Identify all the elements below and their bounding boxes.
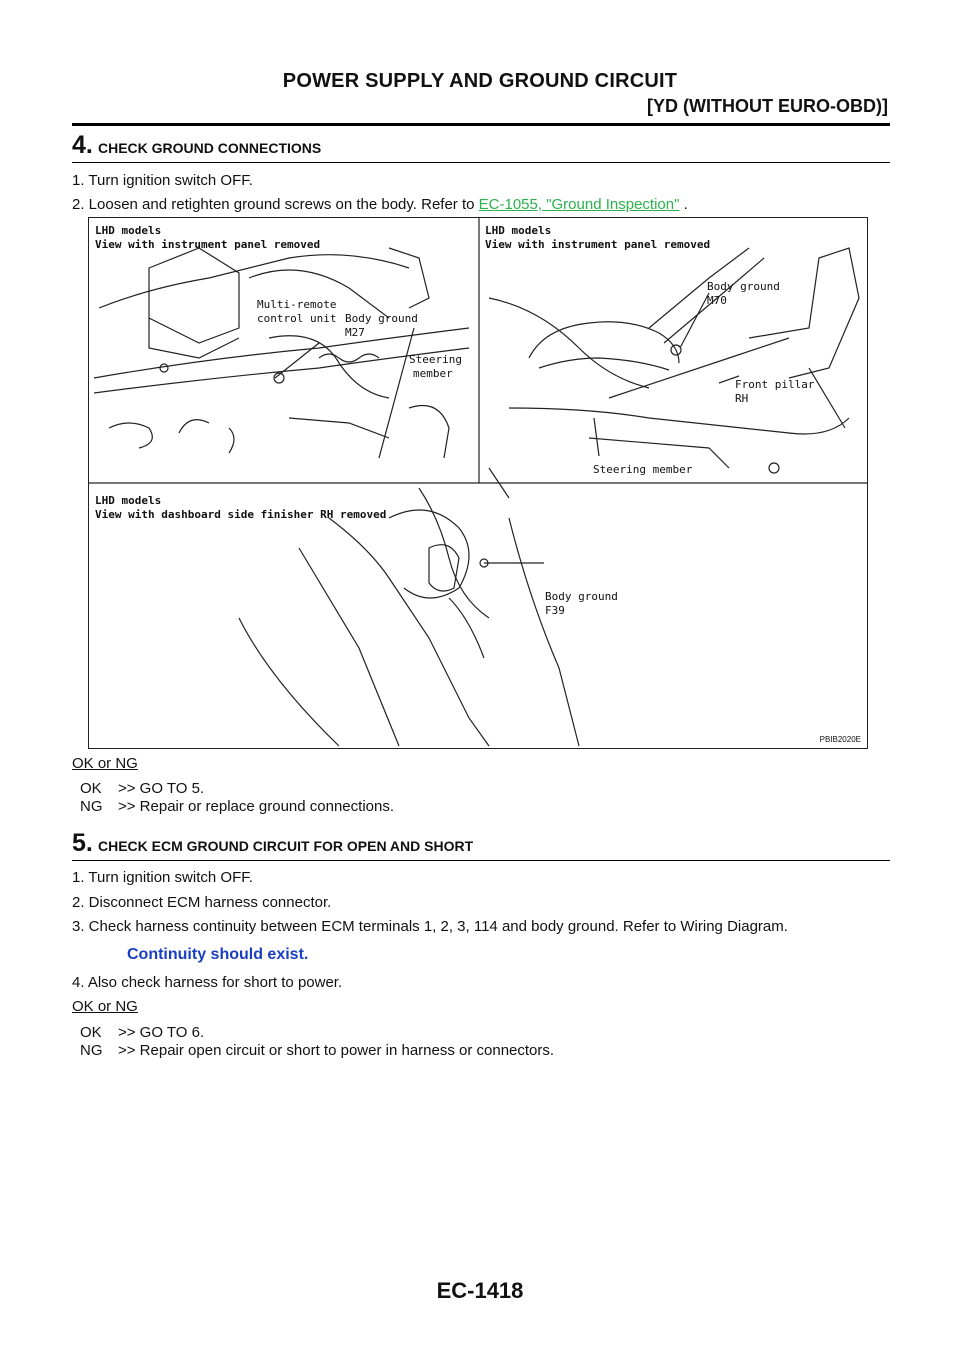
step-4-ng-result: NG >> Repair or replace ground connections. <box>80 798 395 815</box>
step-5-ng-result: NG >> Repair open circuit or short to power in harness or connectors. <box>80 1042 555 1059</box>
body-ground-f39-label: Body ground F39 <box>545 590 618 617</box>
step-4-ok-ng: OK or NG <box>72 755 138 772</box>
continuity-spec: Continuity should exist. <box>127 946 309 963</box>
step-5-heading <box>72 830 890 861</box>
panel-3-subtitle: View with dashboard side finisher RH removed <box>95 508 387 521</box>
multi-remote-control-unit-label: Multi-remote control unit <box>257 298 337 325</box>
header-rule <box>72 123 890 126</box>
panel-2-subtitle: View with instrument panel removed <box>485 238 711 251</box>
step-5-line-2: 2. Disconnect ECM harness connector. <box>72 894 332 911</box>
step-4-ok-result: OK >> GO TO 5. <box>80 780 205 797</box>
steering-member-label-2: Steering member <box>593 463 693 476</box>
body-ground-m27-label: Body ground M27 <box>345 312 418 339</box>
panel-2-title: LHD models <box>485 224 552 237</box>
ground-inspection-link[interactable]: EC-1055, "Ground Inspection" <box>478 196 680 213</box>
page-title: POWER SUPPLY AND GROUND CIRCUIT <box>282 70 678 92</box>
figure-id: PBIB2020E <box>819 735 861 744</box>
step-5-ok-result: OK >> GO TO 6. <box>80 1024 205 1041</box>
step-4-line-2-suffix: . <box>679 196 688 213</box>
body-ground-m70-label: Body ground M70 <box>707 280 780 307</box>
page-number: EC-1418 <box>436 1278 524 1303</box>
panel-1-subtitle: View with instrument panel removed <box>95 238 321 251</box>
step-4-title: CHECK GROUND CONNECTIONS <box>98 140 322 156</box>
ground-location-figure <box>88 217 868 749</box>
step-5-title: CHECK ECM GROUND CIRCUIT FOR OPEN AND SHORT <box>98 838 474 854</box>
step-4-line-1: 1. Turn ignition switch OFF. <box>72 172 253 189</box>
step-5-ok-ng: OK or NG <box>72 998 138 1015</box>
panel-3-title: LHD models <box>95 494 162 507</box>
step-5-line-3: 3. Check harness continuity between ECM terminals 1, 2, 3, 114 and body ground. Refer to Wiring Diagram. <box>72 918 788 935</box>
front-pillar-rh-label: Front pillar RH <box>735 378 815 405</box>
step-4-line-2 <box>72 196 688 213</box>
step-5-number: 5. <box>72 829 93 857</box>
step-5-line-1: 1. Turn ignition switch OFF. <box>72 869 253 886</box>
step-4-heading <box>72 132 890 163</box>
step-4-line-2-prefix: 2. Loosen and retighten ground screws on the body. Refer to <box>72 196 479 213</box>
panel-1-title: LHD models <box>95 224 162 237</box>
steering-member-label-1: Steering member <box>409 353 462 380</box>
page-subtitle: [YD (WITHOUT EURO-OBD)] <box>647 96 888 116</box>
step-4-number: 4. <box>72 131 93 159</box>
step-5-line-4: 4. Also check harness for short to power. <box>72 974 343 991</box>
